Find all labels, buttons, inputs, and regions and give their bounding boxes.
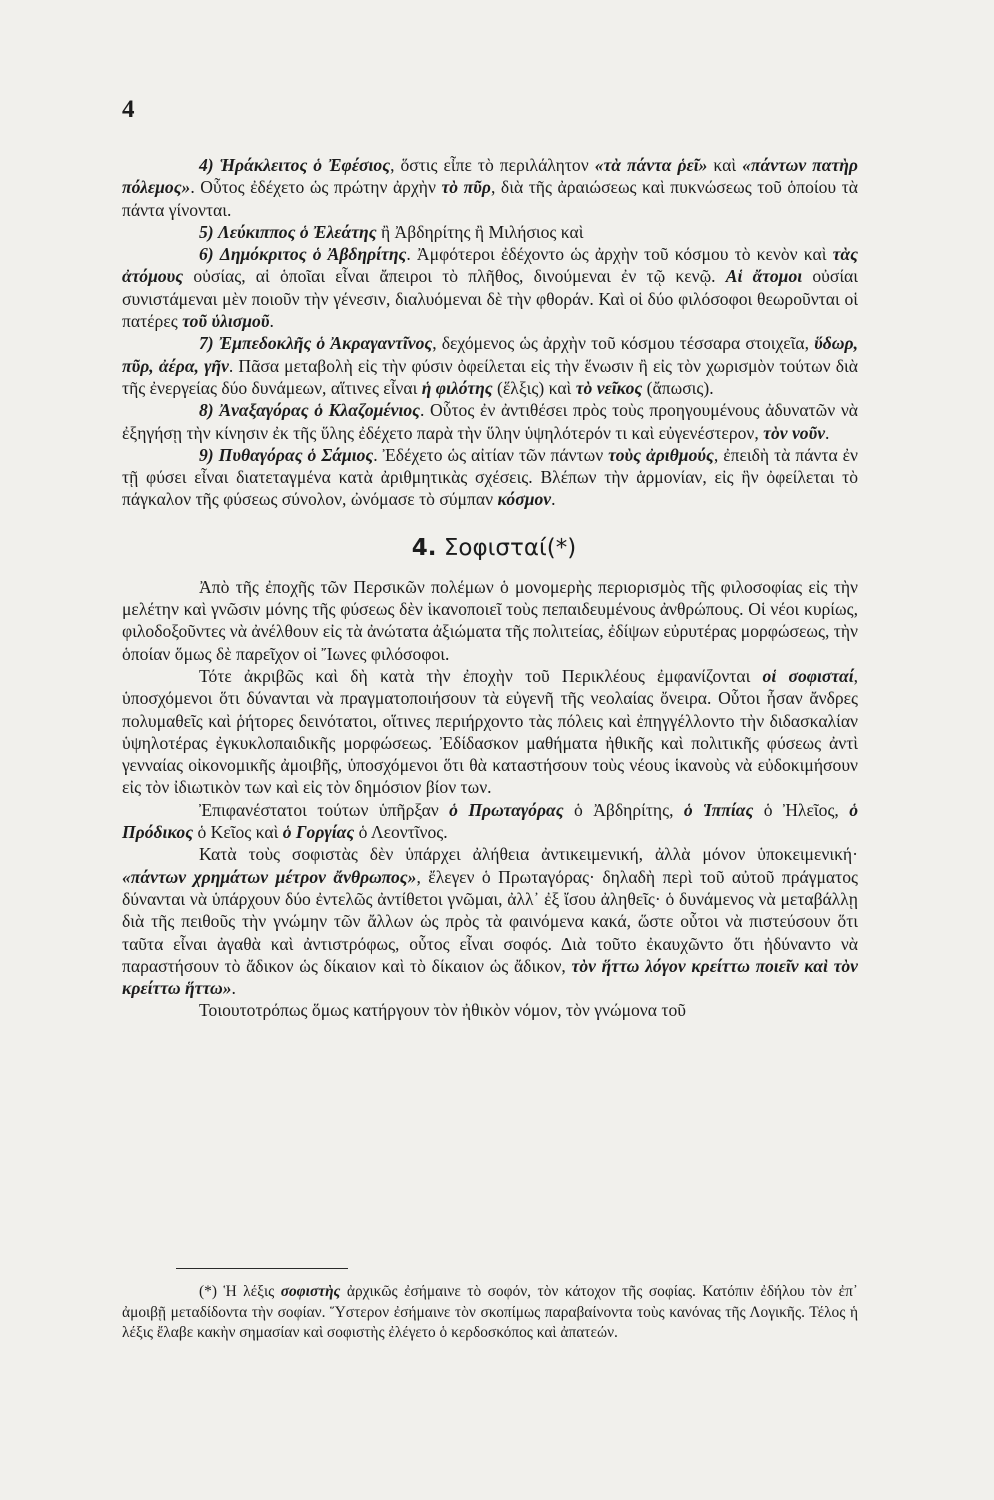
text-run: ὁ Κεῖος καὶ (193, 822, 283, 843)
text-run: . Ἐδέχετο ὡς αἰτίαν τῶν πάντων (373, 444, 609, 465)
text-run: ὁ Ἠλεῖος, (753, 799, 850, 820)
footnote (122, 1282, 858, 1344)
philosopher-name: Δημόκριτος ὁ Ἀβδηρίτης (219, 244, 407, 265)
paragraph-heraclitus (122, 154, 858, 221)
quote: «πάντων χρημάτων μέτρον ἄνθρωπος» (122, 866, 417, 887)
emphasis: κόσμον (497, 489, 552, 510)
philosopher-name: Ἡράκλειτος ὁ Ἐφέσιος (219, 155, 391, 175)
text-run: (*) Ἡ λέξις (199, 1283, 281, 1300)
text-run: . (551, 489, 556, 510)
emphasis: ἡ φιλότης (421, 377, 493, 398)
text-run: . Πᾶσα μεταβολὴ εἰς τὴν φύσιν ὀφείλεται εἰς τὴν ἕνωσιν ἢ εἰς τὸν χωρισμὸν τούτων διὰ τῆς ἐνεργείας δύο δυνάμεων, αἵτινες εἶναι (122, 355, 858, 398)
text-run: ὁ Ἀβδηρίτης, (563, 799, 684, 820)
text-run: Ἐπιφανέστατοι τούτων ὑπῆρξαν (199, 799, 450, 820)
emphasis: Αἱ ἄτομοι (725, 266, 803, 287)
text-run: . (825, 422, 830, 443)
emphasis: οἱ σοφισταί (762, 665, 854, 686)
paragraph-sophists-intro: Ἀπὸ τῆς ἐποχῆς τῶν Περσικῶν πολέμων ὁ μονομερὴς περιορισμὸς τῆς φιλοσοφίας εἰς τὴν μελέτην καὶ γνῶσιν μόνης τῆς φύσεως δὲν ἱκανοποιεῖ τοὺς πεπαιδευμένους ἀνθρώπους. Οἱ νέοι κυρίως, φιλοδοξοῦντες νὰ ἀνέλθουν εἰς τὰ ἀνώτατα ἀξιώματα τῆς πολιτείας, ἐδίψων εὐρυτέρας μορφώσεως, τὴν ὁποίαν ὅμως δὲ παρεῖχον οἱ Ἴωνες φιλόσοφοι. (122, 576, 858, 664)
paragraph-anaxagoras (122, 399, 858, 444)
item-number: 7) (199, 333, 214, 354)
paragraph-democritus (122, 243, 858, 332)
item-number: 4) (199, 155, 214, 175)
paragraph-famous-sophists (122, 799, 858, 844)
text-run: (ἕλξις) καὶ (492, 377, 576, 398)
item-number: 9) (199, 444, 214, 465)
emphasis: τὰς ἀτόμους (122, 244, 859, 287)
emphasis: σοφιστὴς (280, 1283, 341, 1300)
paragraph-relativism (122, 843, 858, 999)
text-run: . Οὗτος ἐδέχετο ὡς πρώτην ἀρχὴν (190, 177, 442, 198)
paragraph-leucippus (122, 221, 858, 243)
page-number: 4 (122, 96, 135, 123)
emphasis: τοῦ ὑλισμοῦ (182, 311, 270, 332)
item-number: 8) (199, 400, 214, 421)
item-number: 5) (199, 221, 214, 242)
text-run: ὁ Λεοντῖνος. (354, 822, 448, 843)
philosopher-name: Ἀναξαγόρας ὁ Κλαζομένιος (219, 400, 420, 421)
paragraph-moral-law: Τοιουτοτρόπως ὅμως κατήργουν τὸν ἠθικὸν νόμον, τὸν γνώμονα τοῦ (199, 1000, 686, 1021)
philosopher-name: Λεύκιππος ὁ Ἐλεάτης (218, 221, 377, 242)
section-number: 4. (411, 534, 437, 561)
text-run: , ἐπειδὴ τὰ πάντα ἐν τῇ φύσει εἶναι διατεταγμένα κατὰ ἀριθμητικὰς σχέσεις. Βλέπων τὴν ἁρμονίαν, εἰς ἣν ὀφείλεται τὸ πάγκαλον τῆς φύσεως σύνολον, ὠνόμασε τὸ σύμπαν (122, 444, 858, 510)
section-heading (122, 534, 858, 562)
emphasis: τὸ πῦρ (441, 177, 491, 198)
sophist-name: ὁ Πρόδικος (122, 799, 859, 843)
emphasis: τοὺς ἀριθμούς (608, 444, 714, 465)
philosopher-name: Πυθαγόρας ὁ Σάμιος (218, 444, 374, 465)
footnote-rule (176, 1268, 348, 1269)
section-title: Σοφισταί(*) (443, 534, 577, 561)
main-text (122, 154, 858, 1022)
philosopher-name: Ἐμπεδοκλῆς ὁ Ἀκραγαντῖνος (218, 333, 433, 354)
text-run: , ἔλεγεν ὁ Πρωταγόρας· δηλαδὴ περὶ τοῦ αὐτοῦ πράγματος δύνανται νὰ ὑπάρχουν δύο ἐντελῶς ἀντίθετοι γνῶμαι, ἀλλ᾿ ἐξ ἴσου ἀληθεῖς· ὁ δυνάμενος νὰ μεταβάλλῃ διὰ τῆς πειθοῦς τὴν γνώμην τῶν ἄλλων ὡς πρὸς τὰ φαινόμενα κακά, ὥστε οὗτοι νὰ πιστεύσουν ὅτι ταῦτα εἶναι ἀγαθὰ καὶ ἀντιστρόφως, οὗτος εἶναι σοφός. Διὰ τοῦτο ἐκαυχῶντο ὅτι ἠδύναντο νὰ παραστήσουν τὸ ἄδικον ὡς δίκαιον καὶ τὸ δίκαιον ὡς ἄδικον, (122, 866, 858, 976)
sophist-name: ὁ Πρωταγόρας (449, 799, 564, 820)
text-run: . Οὗτος ἐν ἀντιθέσει πρὸς τοὺς προηγουμένους ἀδυνατῶν νὰ ἐξηγήσῃ τὴν κίνησιν ἐκ τῆς ὕλης ἐδέχετο παρὰ τὴν ὕλην ὑψηλότερόν τι καὶ εὐγενέστερον, (122, 400, 858, 443)
paragraph-pythagoras (122, 444, 858, 511)
footnote-text (122, 1282, 858, 1344)
quote: τὸν ἥττω λόγον κρείττω ποιεῖν καὶ τὸν κρείττω ἥττω» (122, 955, 858, 999)
paragraph-sophists-appearance (122, 665, 858, 799)
text-run: ἢ Ἀβδηρίτης ἢ Μιλήσιος καὶ (376, 221, 584, 242)
emphasis: ὕδωρ, πῦρ, ἀέρα, γῆν (122, 333, 858, 376)
text-run: (ἄπωσις). (642, 377, 714, 398)
emphasis: τὸ νεῖκος (575, 377, 643, 398)
text-run: Τότε ἀκριβῶς καὶ δὴ κατὰ τὴν ἐποχὴν τοῦ Περικλέους ἐμφανίζονται (199, 665, 763, 686)
item-number: 6) (199, 244, 214, 265)
sophist-name: ὁ Γοργίας (282, 822, 355, 843)
text-run: . Ἀμφότεροι ἐδέχοντο ὡς ἀρχὴν τοῦ κόσμου τὸ κενὸν καὶ (406, 244, 833, 265)
quote: «πάντων πατὴρ πόλεμος» (122, 155, 858, 198)
text-run: . (269, 311, 274, 332)
text-run: , ὅστις εἶπε τὸ περιλάλητον (390, 155, 595, 175)
text-run: , δεχόμενος ὡς ἀρχὴν τοῦ κόσμου τέσσαρα στοιχεῖα, (432, 333, 815, 354)
text-run: . (231, 978, 236, 999)
quote: «τὰ πάντα ῥεῖ» (594, 155, 708, 175)
sophist-name: ὁ Ἱππίας (683, 799, 754, 820)
text-run: καὶ (707, 155, 743, 175)
text-run: , διὰ τῆς ἀραιώσεως καὶ πυκνώσεως τοῦ ὁποίου τὰ πάντα γίνονται. (122, 177, 858, 220)
paragraph-empedocles (122, 332, 858, 399)
text-run: Κατὰ τοὺς σοφιστὰς δὲν ὑπάρχει ἀλήθεια ἀντικειμενική, ἀλλὰ μόνον ὑποκειμενική· (199, 844, 858, 865)
emphasis: τὸν νοῦν (763, 422, 826, 443)
text-run: οὐσίαι συνιστάμεναι μὲν ποιοῦν τὴν γένεσιν, διαλυόμεναι δὲ τὴν φθοράν. Καὶ οἱ δύο φιλόσοφοι θεωροῦνται οἱ πατέρες (122, 266, 858, 332)
text-run: οὐσίας, αἱ ὁποῖαι εἶναι ἄπειροι τὸ πλῆθος, δινούμεναι ἐν τῷ κενῷ. (183, 266, 726, 287)
text-run: , ὑποσχόμενοι ὅτι δύνανται νὰ πραγματοποιήσουν τὰ εὐγενῆ τῆς νεολαίας ὄνειρα. Οὗτοι ἦσαν ἄνδρες πολυμαθεῖς καὶ ῥήτορες δεινότατοι, οἵτινες περιήρχοντο τὰς πόλεις καὶ ἐπηγγέλλοντο τὴν διδασκαλίαν ὑψηλοτέρας ἐγκυκλοπαιδικῆς μορφώσεως. Ἐδίδασκον μαθήματα ἠθικῆς καὶ πολιτικῆς φύσεως ἀντὶ γενναίας οἰκονομικῆς ἀμοιβῆς, ὑποσχόμενοι ὅτι θὰ καταστήσουν τοὺς νέους ἱκανοὺς νὰ εὐδοκιμήσουν εἰς τὸν ἰδιωτικὸν των καὶ εἰς τὸν δημόσιον βίον των. (122, 665, 858, 798)
text-run: ἀρχικῶς ἐσήμαινε τὸ σοφόν, τὸν κάτοχον τῆς σοφίας. Κατόπιν ἐδήλου τὸν ἐπ᾿ ἀμοιβῇ μεταδίδοντα τὴν σοφίαν. Ὕστερον ἐσήμαινε τὸν σκοπίμως παραβαίνοντα τοὺς κανόνας τῆς Λογικῆς. Τέλος ἡ λέξις ἔλαβε κακὴν σημασίαν καὶ σοφιστὴς ἐλέγετο ὁ κερδοσκόπος καὶ ἀπατεών. (122, 1283, 858, 1342)
